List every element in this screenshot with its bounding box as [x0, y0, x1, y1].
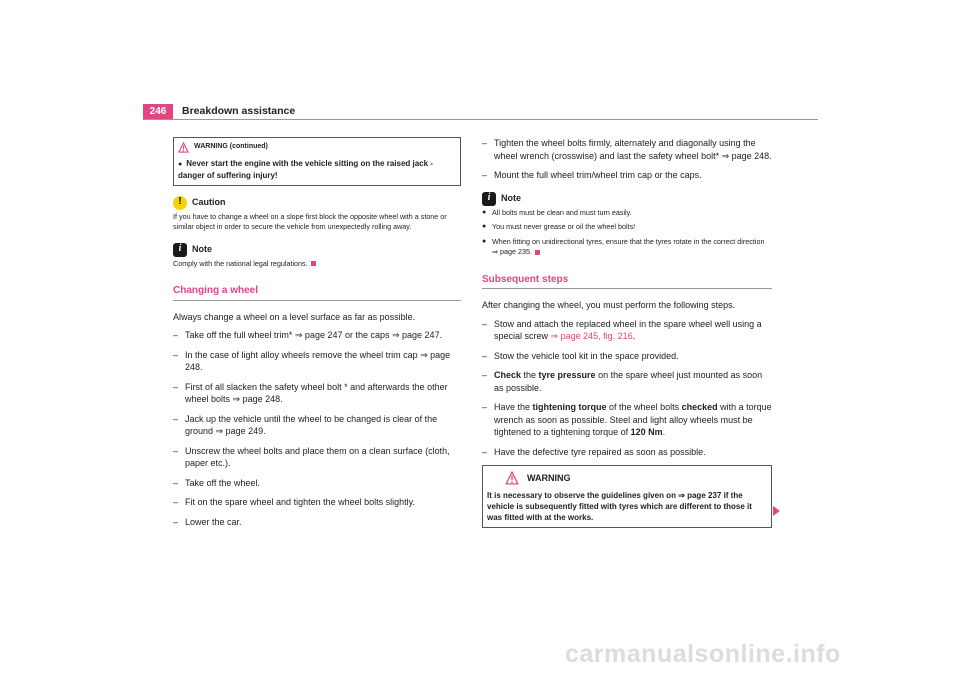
caution-title: Caution [192, 197, 226, 208]
right-column [482, 137, 772, 538]
section-intro-right: After changing the wheel, you must perform the following steps. [482, 300, 736, 310]
warning-icon [178, 142, 189, 153]
step-item: – Stow the vehicle tool kit in the space provided. [482, 350, 772, 363]
note-item: ● All bolts must be clean and must turn easily. [482, 208, 772, 219]
step-item: – Stow and attach the replaced wheel in the spare wheel well using a special screw ⇒ page 245, fig. 216. [482, 318, 772, 343]
step-item: – Jack up the vehicle until the wheel to be changed is clear of the ground ⇒ page 249. [173, 413, 461, 438]
warning-icon [505, 471, 519, 485]
note-header [173, 243, 461, 257]
step-item: – In the case of light alloy wheels remove the wheel trim cap ⇒ page 248. [173, 349, 461, 374]
step-item: – Take off the wheel. [173, 477, 461, 490]
note-item: ● You must never grease or oil the wheel bolts! [482, 222, 772, 233]
warning-continued-title: WARNING (continued) [194, 143, 268, 150]
caution-header [173, 196, 461, 210]
warning-header [483, 466, 771, 488]
section-intro: Always change a wheel on a level surface as far as possible. [173, 311, 416, 322]
section-title-subsequent-steps: Subsequent steps [482, 274, 772, 290]
note-title-right: Note [501, 193, 521, 204]
step3-rest: on the spare wheel just mounted as soon as possible. [494, 370, 763, 393]
note-header-right [482, 192, 772, 206]
watermark: carmanualsonline.info [565, 640, 841, 668]
step1-text: Stow and attach the replaced wheel in the spare wheel well using a special screw [494, 318, 762, 341]
section-title-changing-wheel: Changing a wheel [173, 285, 461, 301]
step4-pre: Have the [494, 402, 533, 412]
caution-icon: ! [173, 196, 187, 210]
step-item: – Lower the car. [173, 516, 461, 529]
step4-bold2: checked [681, 402, 718, 412]
step-item: – Take off the full wheel trim* ⇒ page 247 or the caps ⇒ page 247. [173, 329, 461, 342]
warning-box [482, 465, 772, 528]
note-text: Comply with the national legal regulations. [173, 258, 308, 268]
next-page-arrow-icon[interactable] [773, 506, 780, 516]
step3-bold2: tyre pressure [538, 370, 596, 380]
step4-bold1: tightening torque [532, 402, 607, 412]
page-number: 246 [143, 104, 173, 119]
step-item: – Tighten the wheel bolts firmly, alternately and diagonally using the wheel wrench (crosswise) and last the safety wheel bolt* ⇒ page 248. [482, 137, 772, 162]
note-item: When fitting on unidirectional tyres, ensure that the tyres rotate in the correct direction ⇒ page 235. [492, 236, 765, 256]
page-link[interactable]: ⇒ page 245, fig. 216 [550, 331, 633, 341]
step4-rest: with a torque wrench as soon as possible. Steel and light alloy wheels must be tightened to a tightening torque of [494, 402, 772, 437]
header-rule [143, 119, 818, 120]
step-item [482, 369, 772, 394]
caution-text: If you have to change a wheel on a slope first block the opposite wheel with a stone or similar object in order to secure the vehicle from unexpectedly rolling away. [173, 211, 447, 231]
step-item: – Have the tightening torque of the wheel bolts checked with a torque wrench as soon as possible. Steel and light alloy wheels must be tightened to a tightening torque of 120 Nm. [482, 401, 772, 439]
warning-continued-box [173, 137, 461, 186]
page-title: Breakdown assistance [182, 105, 296, 117]
step-item: – Mount the full wheel trim/wheel trim cap or the caps. [482, 169, 772, 182]
step3-mid: the [521, 370, 539, 380]
end-mark [311, 261, 316, 266]
note-text-row [173, 259, 461, 270]
step3-bold1: Check [494, 370, 522, 380]
note-title: Note [192, 244, 212, 255]
note-icon: i [173, 243, 187, 257]
step-item: – Unscrew the wheel bolts and place them on a clean surface (cloth, paper etc.). [173, 445, 461, 470]
warning-text: It is necessary to observe the guidelines given on ⇒ page 237 if the vehicle is subsequently fitted with tyres which are different to those it was fitted with at the works. [487, 491, 752, 522]
warning-continued-header [174, 138, 460, 156]
end-mark [535, 250, 540, 255]
warning-continued-text: ● Never start the engine with the vehicle sitting on the raised jack - danger of suffering injury! [174, 156, 460, 185]
warning-title: WARNING [527, 472, 571, 483]
step4-torque: 120 Nm [630, 427, 663, 437]
left-column [173, 137, 461, 535]
step-item: – Fit on the spare wheel and tighten the wheel bolts slightly. [173, 496, 461, 509]
note-item-row [482, 237, 772, 258]
step-item: – Have the defective tyre repaired as soon as possible. [482, 446, 772, 459]
note-icon: i [482, 192, 496, 206]
step-item: – First of all slacken the safety wheel bolt * and afterwards the other wheel bolts ⇒ page 248. [173, 381, 461, 406]
step4-mid: of the wheel bolts [606, 402, 682, 412]
